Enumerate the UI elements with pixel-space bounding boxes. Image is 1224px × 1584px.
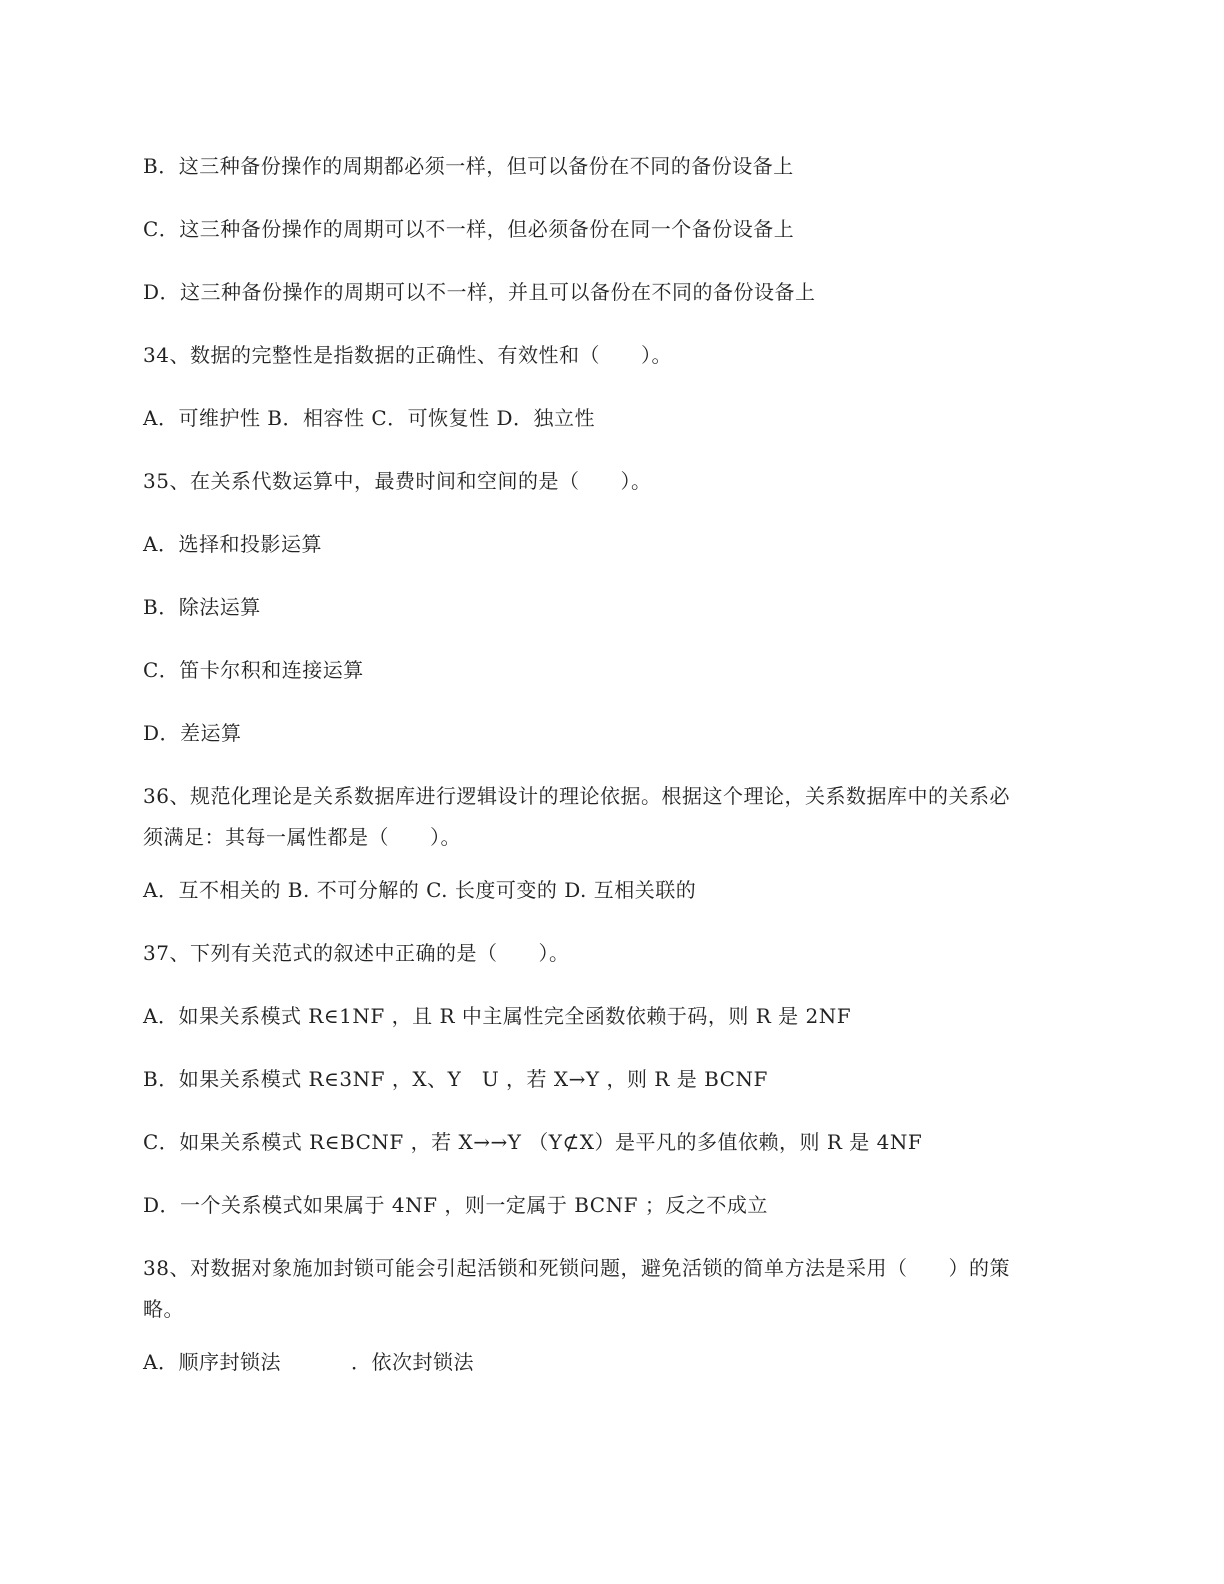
question-line: 35、在关系代数运算中，最费时间和空间的是（ ）。 xyxy=(143,469,652,493)
question-line: 37、下列有关范式的叙述中正确的是（ ）。 xyxy=(143,941,570,965)
option-line: C．笛卡尔积和连接运算 xyxy=(143,658,364,682)
option-line: A．可维护性 B．相容性 C．可恢复性 D．独立性 xyxy=(143,406,596,430)
option-line: D．一个关系模式如果属于 4NF ，则一定属于 BCNF ；反之不成立 xyxy=(143,1193,768,1217)
question-line-continued: 略。 xyxy=(143,1297,184,1321)
question-line-continued: 须满足：其每一属性都是（ ）。 xyxy=(143,825,461,849)
option-line: D．差运算 xyxy=(143,721,242,745)
option-line: A．选择和投影运算 xyxy=(143,532,322,556)
question-line: 38、对数据对象施加封锁可能会引起活锁和死锁问题，避免活锁的简单方法是采用（ ）的策 xyxy=(143,1256,1010,1280)
option-line: C．这三种备份操作的周期可以不一样，但必须备份在同一个备份设备上 xyxy=(143,217,795,241)
question-line: 36、规范化理论是关系数据库进行逻辑设计的理论依据。根据这个理论，关系数据库中的关系必 xyxy=(143,784,1010,808)
option-a: A．顺序封锁法 xyxy=(143,1350,281,1374)
option-line xyxy=(143,1347,1083,1377)
option-line: B．这三种备份操作的周期都必须一样，但可以备份在不同的备份设备上 xyxy=(143,154,794,178)
question-line: 34、数据的完整性是指数据的正确性、有效性和（ ）。 xyxy=(143,343,672,367)
option-b: ．依次封锁法 xyxy=(350,1350,474,1374)
option-line: A．互不相关的 B. 不可分解的 C. 长度可变的 D. 互相关联的 xyxy=(143,878,697,902)
option-line: B．如果关系模式 R∈3NF ，X、Y U ，若 X→Y ，则 R 是 BCNF xyxy=(143,1067,768,1091)
option-line: A．如果关系模式 R∈1NF ，且 R 中主属性完全函数依赖于码，则 R 是 2NF xyxy=(143,1004,852,1028)
option-line: D．这三种备份操作的周期可以不一样，并且可以备份在不同的备份设备上 xyxy=(143,280,816,304)
option-line: C．如果关系模式 R∈BCNF ，若 X→→Y （Y⊄X）是平凡的多值依赖，则 R 是 4NF xyxy=(143,1130,923,1154)
option-line: B．除法运算 xyxy=(143,595,261,619)
